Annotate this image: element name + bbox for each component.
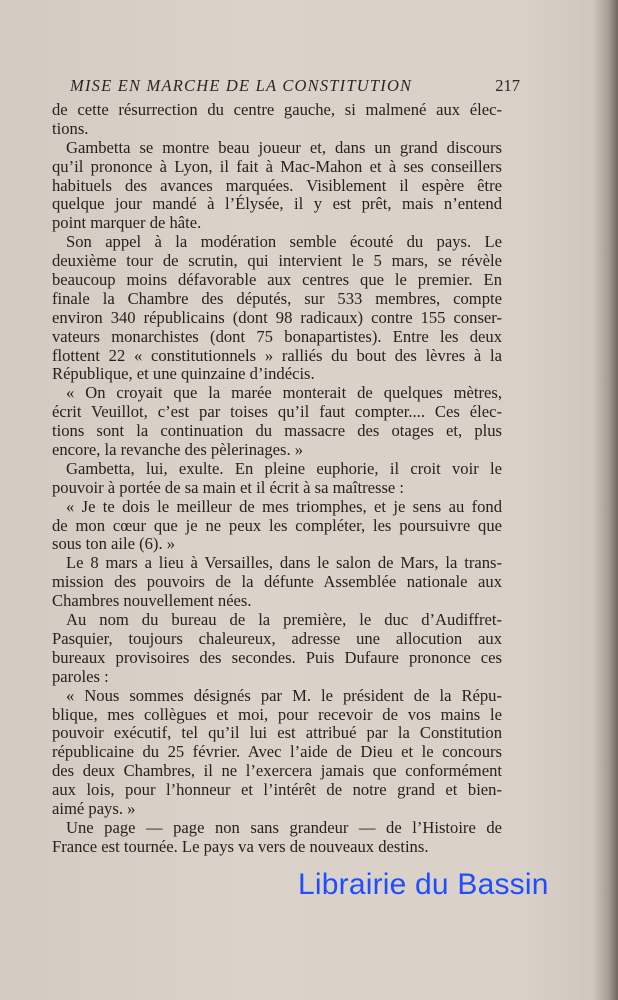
text-line: Une page — page non sans grandeur — de l’Histoire de <box>66 817 502 837</box>
watermark: Librairie du Bassin <box>298 868 549 901</box>
text-line: paroles : <box>52 666 109 686</box>
text-line: environ 340 républicains (dont 98 radicaux) contre 155 conser- <box>52 307 502 327</box>
text-line: aux lois, pour l’honneur et l’intérêt de notre grand et bien- <box>52 780 502 800</box>
text-line: « On croyait que la marée monterait de quelques mètres, <box>66 383 502 403</box>
text-line: bureaux provisoires des secondes. Puis Dufaure prononce ces <box>52 647 502 667</box>
text-line: encore, la revanche des pèlerinages. » <box>52 440 304 460</box>
page-number: 217 <box>495 76 520 95</box>
text-line: républicaine du 25 février. Avec l’aide de Dieu et le concours <box>52 742 502 762</box>
text-line: Gambetta se montre beau joueur et, dans un grand discours <box>66 137 502 157</box>
text-line: Au nom du bureau de la première, le duc d’Audiffret- <box>66 610 502 630</box>
text-line: blique, mes collègues et moi, pour recevoir de vos mains le <box>52 704 502 724</box>
text-line: pouvoir à portée de sa main et il écrit à sa maîtresse : <box>52 477 405 497</box>
body-text <box>52 101 502 857</box>
text-line: République, et une quinzaine d’indécis. <box>52 364 315 384</box>
text-line: aimé pays. » <box>52 798 136 818</box>
text-line: tions. <box>52 118 89 138</box>
text-line: pouvoir exécutif, tel qu’il lui est attribué par la Constitution <box>52 723 502 743</box>
text-line: mission des pouvoirs de la défunte Assemblée nationale aux <box>52 572 502 592</box>
text-line: Son appel à la modération semble écouté du pays. Le <box>66 232 502 252</box>
text-line: habituels des avances marquées. Visiblement il espère être <box>52 175 502 195</box>
text-line: « Nous sommes désignés par M. le président de la Répu- <box>66 685 502 705</box>
text-line: Gambetta, lui, exulte. En pleine euphorie, il croit voir le <box>66 458 502 478</box>
text-line: écrit Veuillot, c’est par toises qu’il faut compter.... Ces élec- <box>52 402 502 422</box>
text-line: deuxième tour de scrutin, qui intervient le 5 mars, se révèle <box>52 251 502 271</box>
text-line: point marquer de hâte. <box>52 213 202 233</box>
text-line: France est tournée. Le pays va vers de nouveaux destins. <box>52 836 429 856</box>
text-line: des deux Chambres, il ne l’exercera jamais que conformément <box>52 761 502 781</box>
text-line: finale la Chambre des députés, sur 533 membres, compte <box>52 288 502 308</box>
chapter-title: MISE EN MARCHE DE LA CONSTITUTION <box>70 76 413 95</box>
text-line: Le 8 mars a lieu à Versailles, dans le salon de Mars, la trans- <box>66 553 502 573</box>
text-line: vateurs monarchistes (dont 75 bonapartistes). Entre les deux <box>52 326 502 346</box>
running-header <box>70 76 520 98</box>
text-line: tions sont la continuation du massacre des otages et, plus <box>52 421 502 441</box>
text-line: flottent 22 « constitutionnels » ralliés du bout des lèvres à la <box>52 345 502 365</box>
text-line: qu’il prononce à Lyon, il fait à Mac-Mahon et à ses conseillers <box>52 156 502 176</box>
text-line: Chambres nouvellement nées. <box>52 591 252 611</box>
text-line: sous ton aile (6). » <box>52 534 176 554</box>
text-line: de cette résurrection du centre gauche, si malmené aux élec- <box>52 100 502 119</box>
text-line: beaucoup moins défavorable aux centres que le premier. En <box>52 270 502 290</box>
text-line: « Je te dois le meilleur de mes triomphes, et je sens au fond <box>66 496 502 516</box>
text-line: quelque jour mandé à l’Élysée, il y est prêt, mais n’entend <box>52 194 502 214</box>
text-line: de mon cœur que je ne peux les compléter, les poursuivre que <box>52 515 502 535</box>
text-line: Pasquier, toujours chaleureux, adresse une allocution aux <box>52 628 502 648</box>
